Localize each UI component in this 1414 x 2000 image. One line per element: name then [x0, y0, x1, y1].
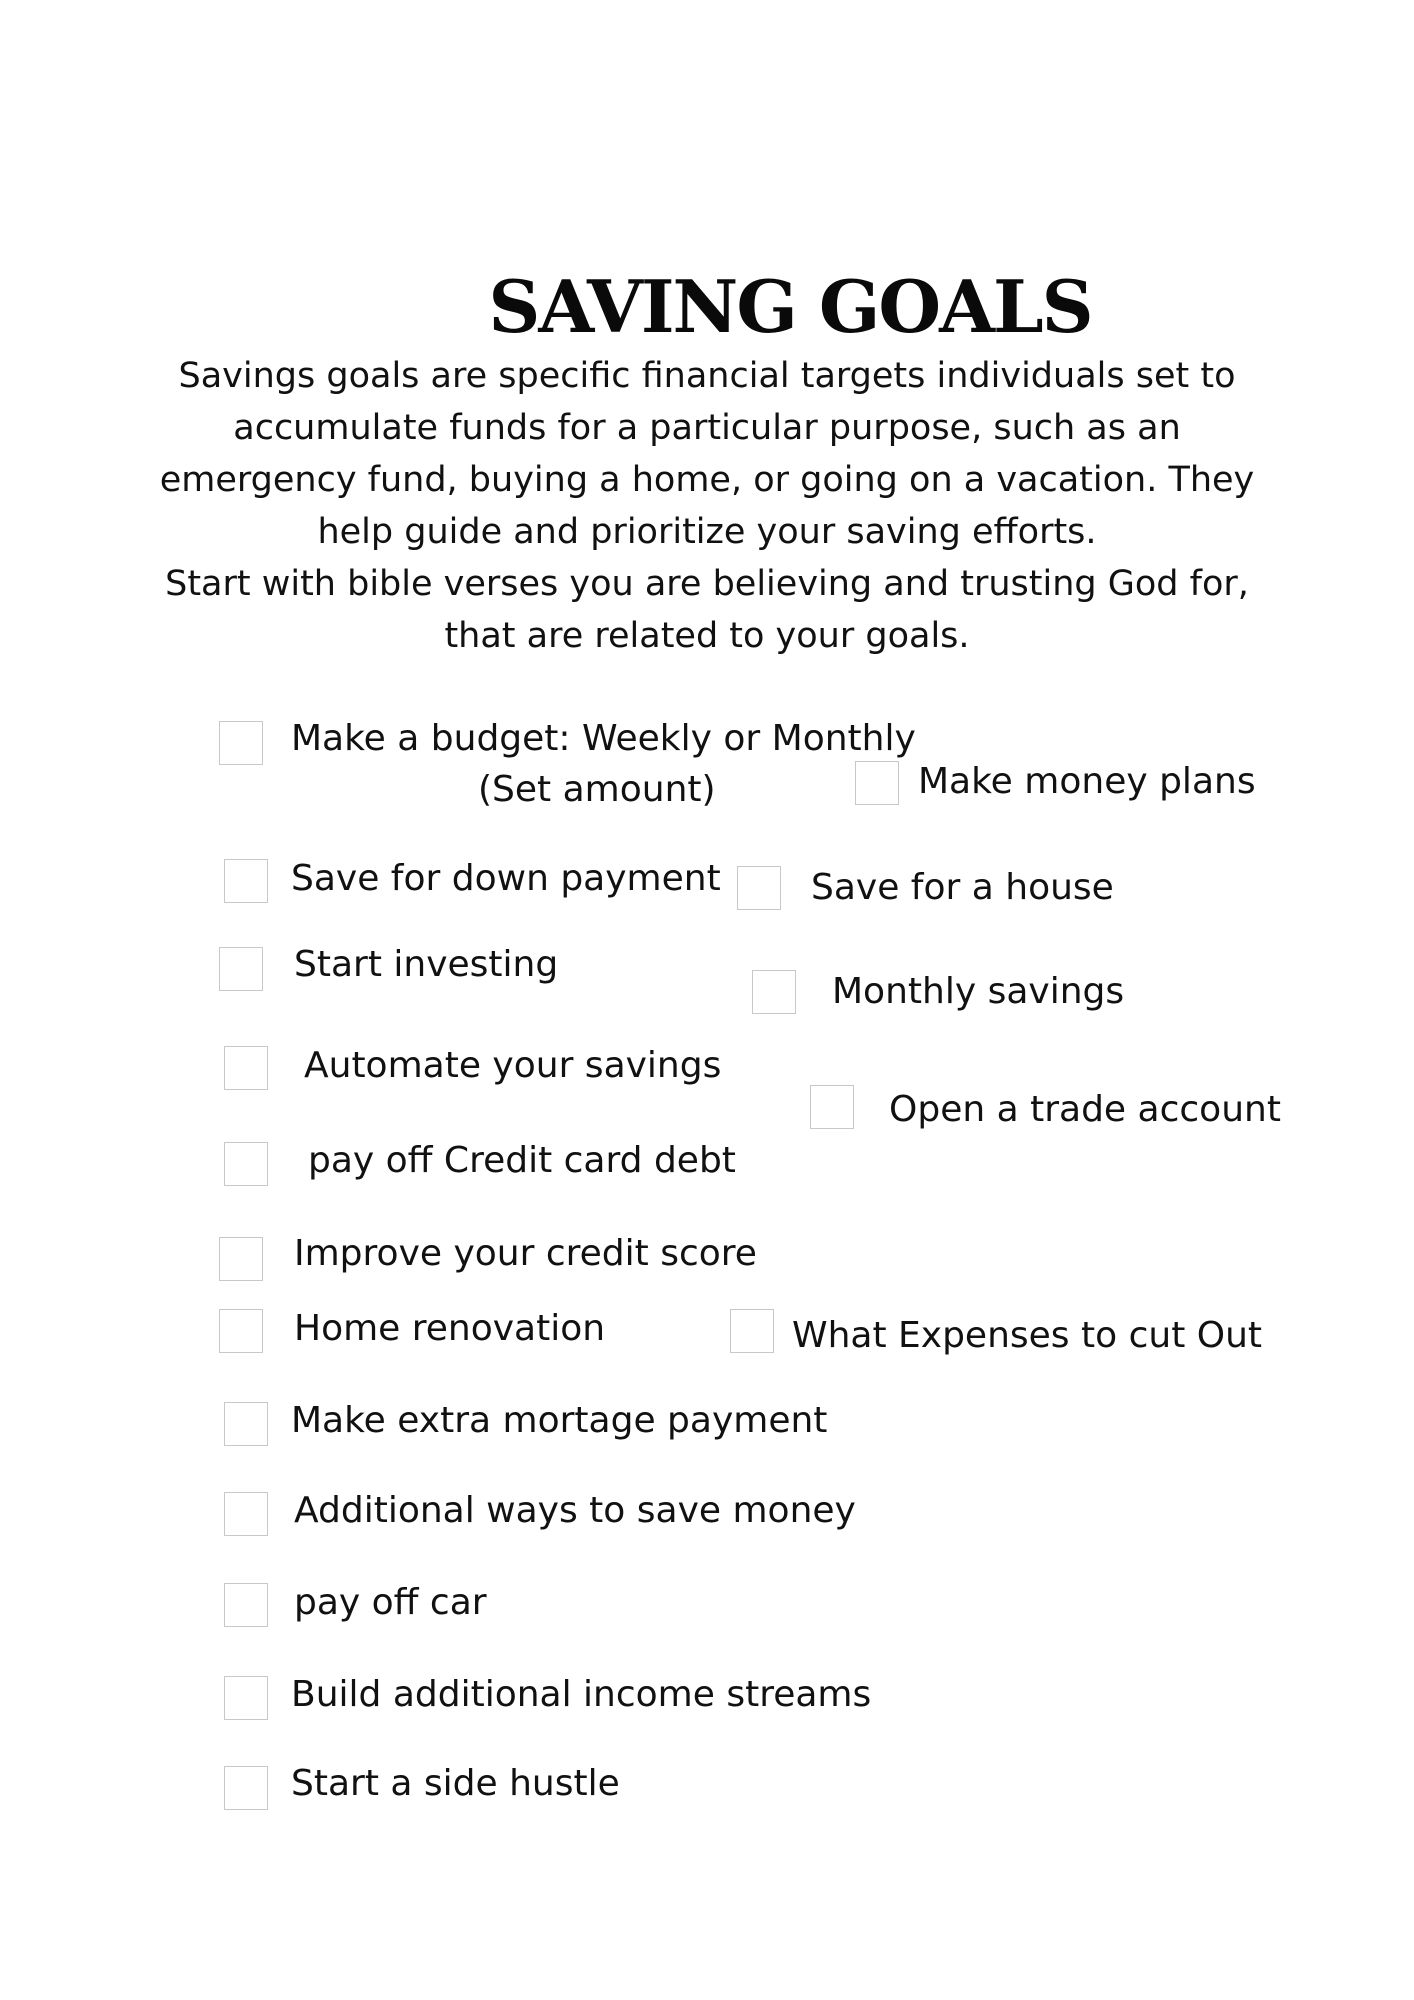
goal-label-house: Save for a house: [811, 867, 1114, 908]
checkbox-budget[interactable]: [219, 721, 263, 765]
goal-label-credit-card: pay off Credit card debt: [308, 1140, 736, 1181]
goal-label-additional-ways: Additional ways to save money: [294, 1490, 856, 1531]
checkbox-monthly-savings[interactable]: [752, 970, 796, 1014]
intro-line: emergency fund, buying a home, or going on a vacation. They: [159, 460, 1255, 500]
goal-label-money-plans: Make money plans: [918, 761, 1256, 802]
goal-label-credit-score: Improve your credit score: [294, 1233, 757, 1274]
goal-label-income-streams: Build additional income streams: [291, 1674, 872, 1715]
checkbox-side-hustle[interactable]: [224, 1766, 268, 1810]
goal-label-car: pay off car: [294, 1582, 487, 1623]
checkbox-expenses[interactable]: [730, 1309, 774, 1353]
checkbox-down-payment[interactable]: [224, 859, 268, 903]
checkbox-car[interactable]: [224, 1583, 268, 1627]
goal-label-trade-account: Open a trade account: [889, 1089, 1281, 1130]
goal-sublabel-budget: (Set amount): [478, 769, 716, 810]
checkbox-credit-score[interactable]: [219, 1237, 263, 1281]
checkbox-investing[interactable]: [219, 947, 263, 991]
goal-label-investing: Start investing: [294, 944, 559, 985]
goal-label-budget: Make a budget: Weekly or Monthly: [291, 718, 916, 759]
checkbox-money-plans[interactable]: [855, 761, 899, 805]
goal-label-mortgage: Make extra mortage payment: [291, 1400, 828, 1441]
goal-label-down-payment: Save for down payment: [291, 858, 721, 899]
checkbox-house[interactable]: [737, 866, 781, 910]
checkbox-additional-ways[interactable]: [224, 1492, 268, 1536]
intro-line: that are related to your goals.: [444, 616, 970, 656]
intro-line: help guide and prioritize your saving efforts.: [317, 512, 1097, 552]
checkbox-trade-account[interactable]: [810, 1085, 854, 1129]
checkbox-mortgage[interactable]: [224, 1402, 268, 1446]
checkbox-renovation[interactable]: [219, 1309, 263, 1353]
goal-label-renovation: Home renovation: [294, 1308, 606, 1349]
intro-line: accumulate funds for a particular purpose, such as an: [233, 408, 1181, 448]
intro-paragraph: [150, 350, 1264, 662]
checkbox-income-streams[interactable]: [224, 1676, 268, 1720]
goal-label-side-hustle: Start a side hustle: [291, 1763, 620, 1804]
goal-label-monthly-savings: Monthly savings: [832, 971, 1125, 1012]
intro-line: Savings goals are specific financial targets individuals set to: [178, 356, 1236, 396]
checkbox-credit-card[interactable]: [224, 1142, 268, 1186]
page-title: SAVING GOALS: [488, 264, 1092, 349]
checkbox-automate[interactable]: [224, 1046, 268, 1090]
intro-line: Start with bible verses you are believing and trusting God for,: [165, 564, 1249, 604]
goal-label-expenses: What Expenses to cut Out: [792, 1315, 1263, 1356]
goal-label-automate: Automate your savings: [304, 1045, 722, 1086]
